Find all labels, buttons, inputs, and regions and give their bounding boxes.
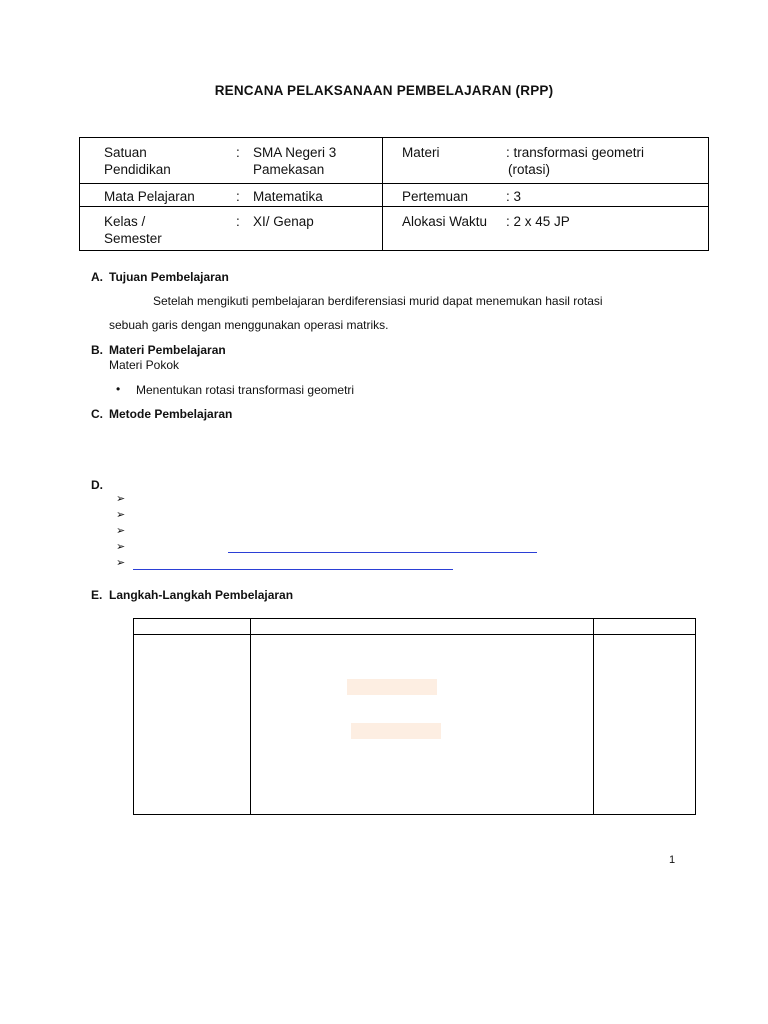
arrow-bullet-icon: ➢ (116, 541, 126, 553)
table-divider (80, 206, 708, 207)
highlighted-blank (351, 723, 441, 739)
materi-value: : transformasi geometri (rotasi) (506, 145, 645, 177)
table-divider (250, 619, 251, 814)
table-divider (382, 138, 383, 250)
kelas-colon: : (236, 214, 240, 229)
satuan-colon: : (236, 145, 240, 160)
section-a-title: Tujuan Pembelajaran (109, 270, 229, 284)
section-a-text-line-2: sebuah garis dengan menggunakan operasi matriks. (109, 318, 389, 332)
pertemuan-label: Pertemuan (402, 189, 469, 204)
hyperlink-underline[interactable] (133, 569, 453, 570)
arrow-bullet-icon: ➢ (116, 493, 126, 505)
section-c-title: Metode Pembelajaran (109, 407, 233, 421)
section-a-text-line-1: Setelah mengikuti pembelajaran berdiferensiasi murid dapat menemukan hasil rotasi (153, 294, 603, 308)
arrow-bullet-icon: ➢ (116, 509, 126, 521)
arrow-bullet-icon: ➢ (116, 525, 126, 537)
kelas-label: Kelas / Semester (104, 214, 162, 246)
table-divider (593, 619, 594, 814)
satuan-label: Satuan Pendidikan (104, 145, 171, 177)
alokasi-label: Alokasi Waktu (402, 214, 488, 229)
section-a-marker: A. (91, 270, 103, 284)
section-b-marker: B. (91, 343, 103, 357)
mapel-label: Mata Pelajaran (104, 189, 195, 204)
table-divider (134, 634, 695, 635)
section-e-title: Langkah-Langkah Pembelajaran (109, 588, 294, 602)
highlighted-blank (347, 679, 437, 695)
section-b-subtitle: Materi Pokok (109, 358, 180, 372)
section-b-bullet: Menentukan rotasi transformasi geometri (136, 383, 355, 397)
mapel-value: Matematika (253, 189, 323, 204)
page-number: 1 (669, 854, 676, 866)
arrow-bullet-icon: ➢ (116, 557, 126, 569)
section-e-marker: E. (91, 588, 103, 602)
satuan-value: SMA Negeri 3 Pamekasan (253, 145, 337, 177)
mapel-colon: : (236, 189, 240, 204)
bullet-icon: • (116, 382, 121, 396)
kelas-value: XI/ Genap (253, 214, 314, 229)
pertemuan-value: : 3 (506, 189, 522, 204)
document-title: RENCANA PELAKSANAAN PEMBELAJARAN (RPP) (214, 83, 554, 98)
materi-label: Materi (402, 145, 440, 160)
table-divider (80, 183, 708, 184)
learning-steps-table (133, 618, 696, 815)
identity-table (79, 137, 709, 251)
section-d-marker: D. (91, 478, 103, 492)
hyperlink-underline[interactable] (228, 552, 537, 553)
section-c-marker: C. (91, 407, 103, 421)
section-b-title: Materi Pembelajaran (109, 343, 226, 357)
alokasi-value: : 2 x 45 JP (506, 214, 570, 229)
